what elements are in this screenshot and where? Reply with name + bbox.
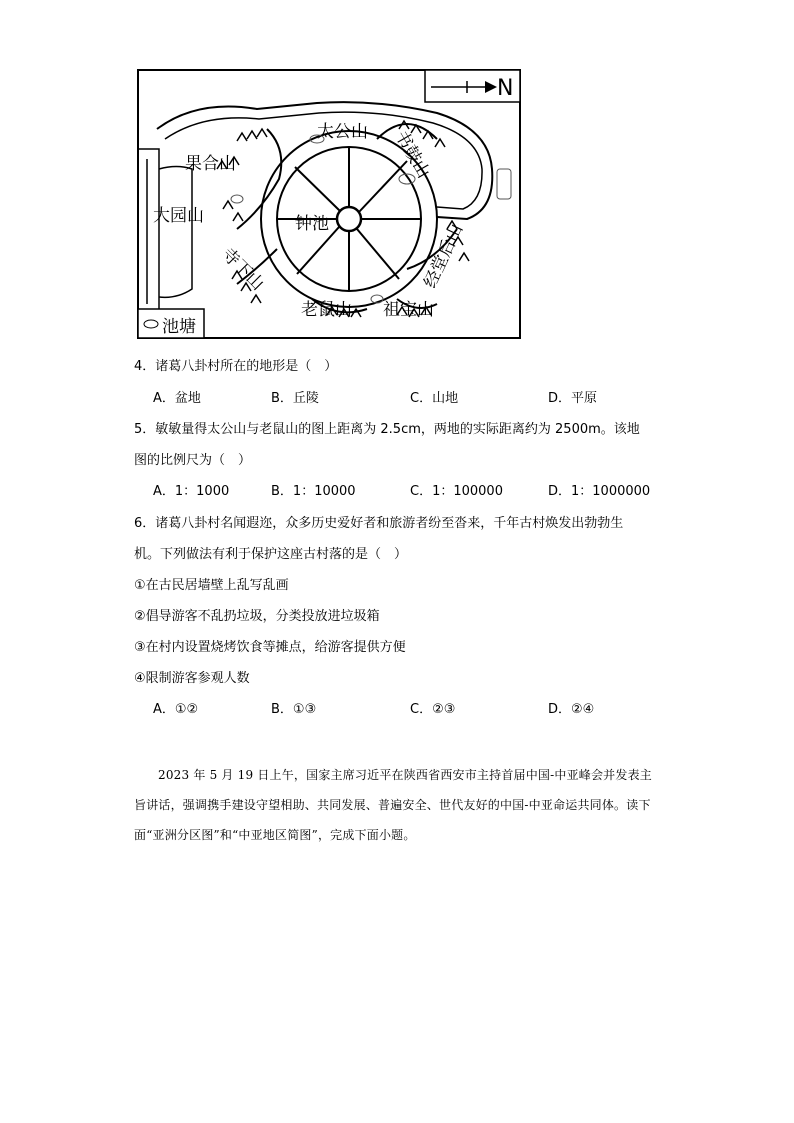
north-arrow-icon [425,70,520,102]
label-chitang: 池塘 [162,317,196,337]
q6-item-2: ②倡导游客不乱扔垃圾，分类投放进垃圾箱 [134,609,380,624]
q6-option-b[interactable]: B．①③ [271,702,317,717]
q6-option-a[interactable]: A．①② [153,702,199,717]
q6-item-4: ④限制游客参观人数 [134,671,250,686]
q6-option-d[interactable]: D．②④ [548,702,595,717]
question-5-stem-line2: 图的比例尺为（ ） [134,453,252,468]
q4-option-a[interactable]: A．盆地 [153,391,201,406]
question-6-stem-line2: 机。下列做法有利于保护这座古村落的是（ ） [134,547,408,562]
label-guoheshan: 果合山 [185,154,236,174]
label-sixiashan: 寺下山 [217,244,268,295]
q4-option-b[interactable]: B．丘陵 [271,391,319,406]
label-zubaoshan: 祖宝山 [383,300,434,320]
q5-option-d[interactable]: D．1：1000000 [548,484,651,499]
label-dayuanshan: 大园山 [153,206,204,226]
q4-option-d[interactable]: D．平原 [548,391,598,406]
q6-item-1: ①在古民居墙壁上乱写乱画 [134,578,289,593]
q5-option-a[interactable]: A．1：1000 [153,484,230,499]
q4-option-c[interactable]: C．山地 [410,391,459,406]
q5-option-b[interactable]: B．1：10000 [271,484,356,499]
q5-option-c[interactable]: C．1：100000 [410,484,503,499]
label-taigongshan: 太公山 [317,122,368,142]
q6-option-c[interactable]: C．②③ [410,702,456,717]
label-laoshushan: 老鼠山 [301,300,352,320]
village-map [137,69,521,339]
label-shuguishan: 书鼓山 [390,127,434,182]
question-4-stem: 4．诸葛八卦村所在的地形是（ ） [134,359,338,374]
reading-passage: 2023 年 5 月 19 日上午，国家主席习近平在陕西省西安市主持首届中国-中亚峰会并发表主旨讲话，强调携手建设守望相助、共同发展、普遍安全、世代友好的中国-中亚命运共同体。读下面“亚洲分区图”和“中亚地区简图”，完成下面小题。 [134,768,652,842]
question-6-stem-line1: 6．诸葛八卦村名闻遐迩，众多历史爱好者和旅游者纷至沓来，千年古村焕发出勃勃生 [134,516,624,531]
q6-item-3: ③在村内设置烧烤饮食等摊点，给游客提供方便 [134,640,406,655]
question-5-stem-line1: 5．敏敏量得太公山与老鼠山的图上距离为 2.5cm，两地的实际距离约为 2500m。该地 [134,422,640,437]
label-zhongchi: 钟池 [295,214,329,234]
label-jingtangshan: 经堂后山 [420,221,468,292]
north-label: N [497,76,514,101]
